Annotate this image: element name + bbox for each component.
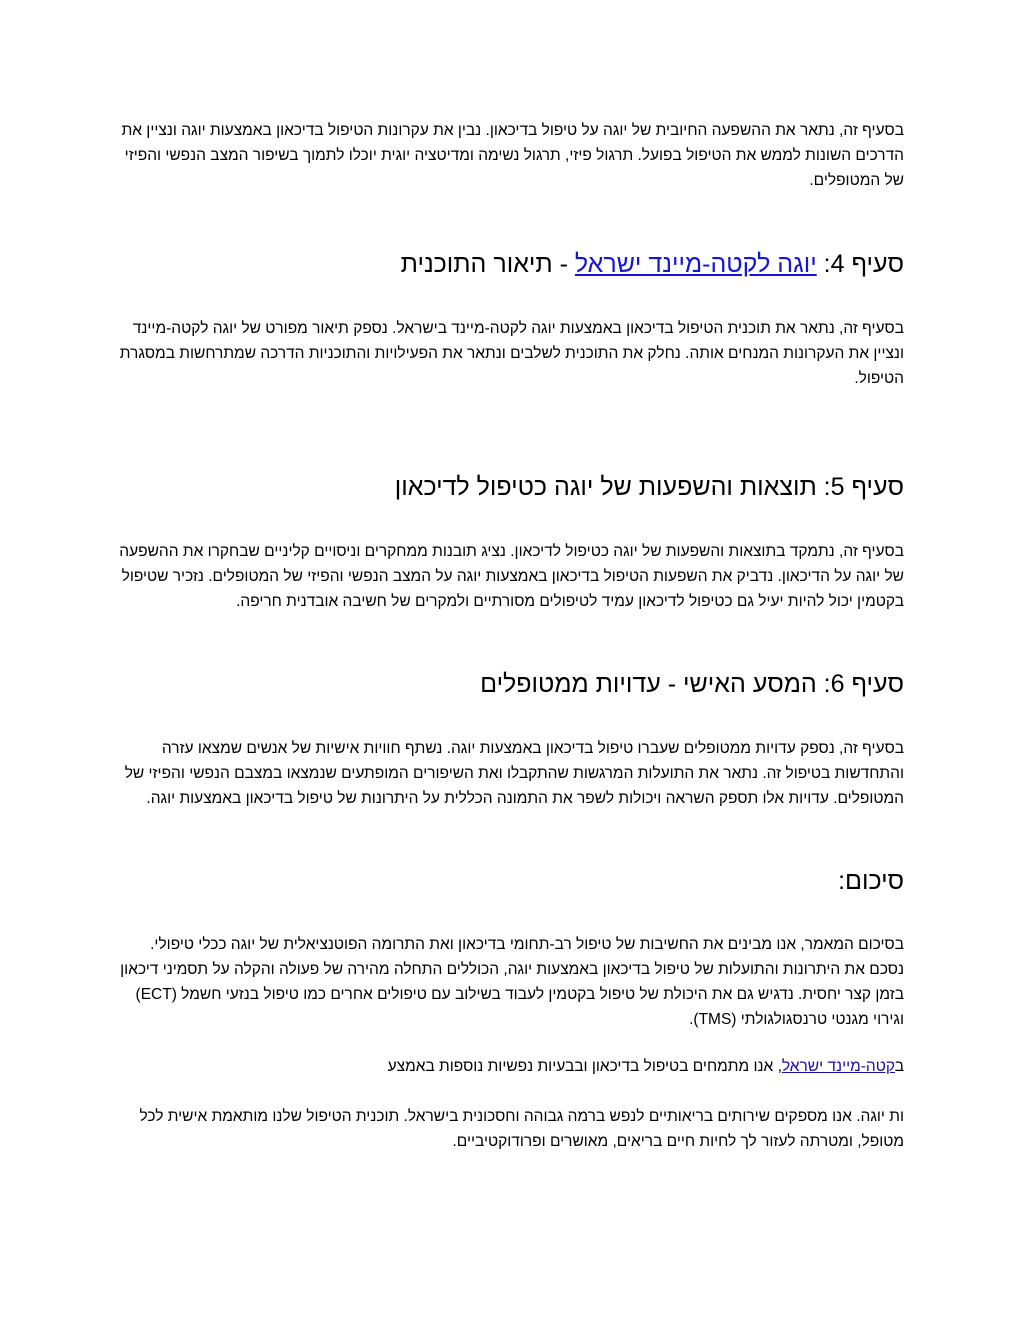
yoga-ketamind-link[interactable]: יוגה לקטה-מיינד ישראל xyxy=(574,250,817,278)
ketamind-intro-line xyxy=(114,1054,904,1079)
section-6-heading: סעיף 6: המסע האישי - עדויות ממטופלים xyxy=(480,670,904,698)
section-4-heading-prefix: סעיף 4: xyxy=(816,250,904,278)
section-5-paragraph: בסעיף זה, נתמקד בתוצאות והשפעות של יוגה כטיפול לדיכאון. נציג תובנות ממחקרים וניסויים קליניים שבחקרו את ההשפעה של יוגה על הדיכאון. נדביק את השפעות הטיפול בדיכאון באמצעות יוגה על המצב הנפשי והפיזי של המטופלים. נזכיר שטיפול בקטמין יכול להיות יעיל גם כטיפול לדיכאון עמיד לטיפולים מסורתיים ולמקרים של חשיבה אובדנית חריפה. xyxy=(119,543,904,610)
ketamind-intro-rest: , אנו מתמחים בטיפול בדיכאון ובבעיות נפשיות נוספות באמצע xyxy=(387,1058,782,1075)
section-6-paragraph: בסעיף זה, נספק עדויות ממטופלים שעברו טיפול בדיכאון באמצעות יוגה. נשתף חוויות אישיות של אנשים שמצאו עזרה והתחדשות בטיפול זה. נתאר את התועלות המרגשות שהתקבלו ואת השיפורים המופתעים שנמצאו במצבם הנפשי והפיזי של המטופלים. עדויות אלו תספק השראה ויכולות לשפר את התמונה הכללית על היתרונות של טיפול בדיכאון באמצעות יוגה. xyxy=(124,740,904,807)
section-4-heading xyxy=(114,248,904,280)
ketamind-prefix: ב xyxy=(895,1058,904,1075)
section-5-heading: סעיף 5: תוצאות והשפעות של יוגה כטיפול לדיכאון xyxy=(394,473,904,501)
closing-paragraph: ות יוגה. אנו מספקים שירותים בריאותיים לנפש ברמה גבוהה וחסכונית בישראל. תוכנית הטיפול שלנו מותאמת אישית לכל מטופל, ומטרתה לעזור לך לחיות חיים בריאים, מאושרים ופרודוקטיביים. xyxy=(139,1108,904,1150)
section-4-paragraph: בסעיף זה, נתאר את תוכנית הטיפול בדיכאון באמצעות יוגה לקטה-מיינד בישראל. נספק תיאור מפורט של יוגה לקטה-מיינד ונציין את העקרונות המנחים אותה. נחלק את התוכנית לשלבים ונתאר את הפעילויות והתוכניות הדרכה שמתרחשות במסגרת הטיפול. xyxy=(119,320,904,387)
section-4-heading-suffix: - תיאור התוכנית xyxy=(400,250,575,278)
ketamind-israel-link[interactable]: קטה-מיינד ישראל xyxy=(781,1058,896,1075)
summary-paragraph: בסיכום המאמר, אנו מבינים את החשיבות של טיפול רב-תחומי בדיכאון ואת התרומה הפוטנציאלית של יוגה ככלי טיפולי. נסכם את היתרונות והתועלות של טיפול בדיכאון באמצעות יוגה, הכוללים התחלה מהירה של פעולה והקלה על תסמיני דיכאון בזמן קצר יחסית. נדגיש גם את היכולת של טיפול בקטמין לעבוד בשילוב עם טיפולים אחרים כמו טיפול בנזעי חשמל (ECT) וגירוי מגנטי טרנסגולגולתי (TMS). xyxy=(120,936,904,1028)
intro-paragraph: בסעיף זה, נתאר את ההשפעה החיובית של יוגה על טיפול בדיכאון. נבין את עקרונות הטיפול בדיכאון באמצעות יוגה ונציין את הדרכים השונות לממש את הטיפול בפועל. תרגול פיזי, תרגול נשימה ומדיטציה יוגית יוכלו לתמוך בשיפור המצב הנפשי והפיזי של המטופלים. xyxy=(121,122,904,189)
summary-heading: סיכום: xyxy=(838,867,904,895)
